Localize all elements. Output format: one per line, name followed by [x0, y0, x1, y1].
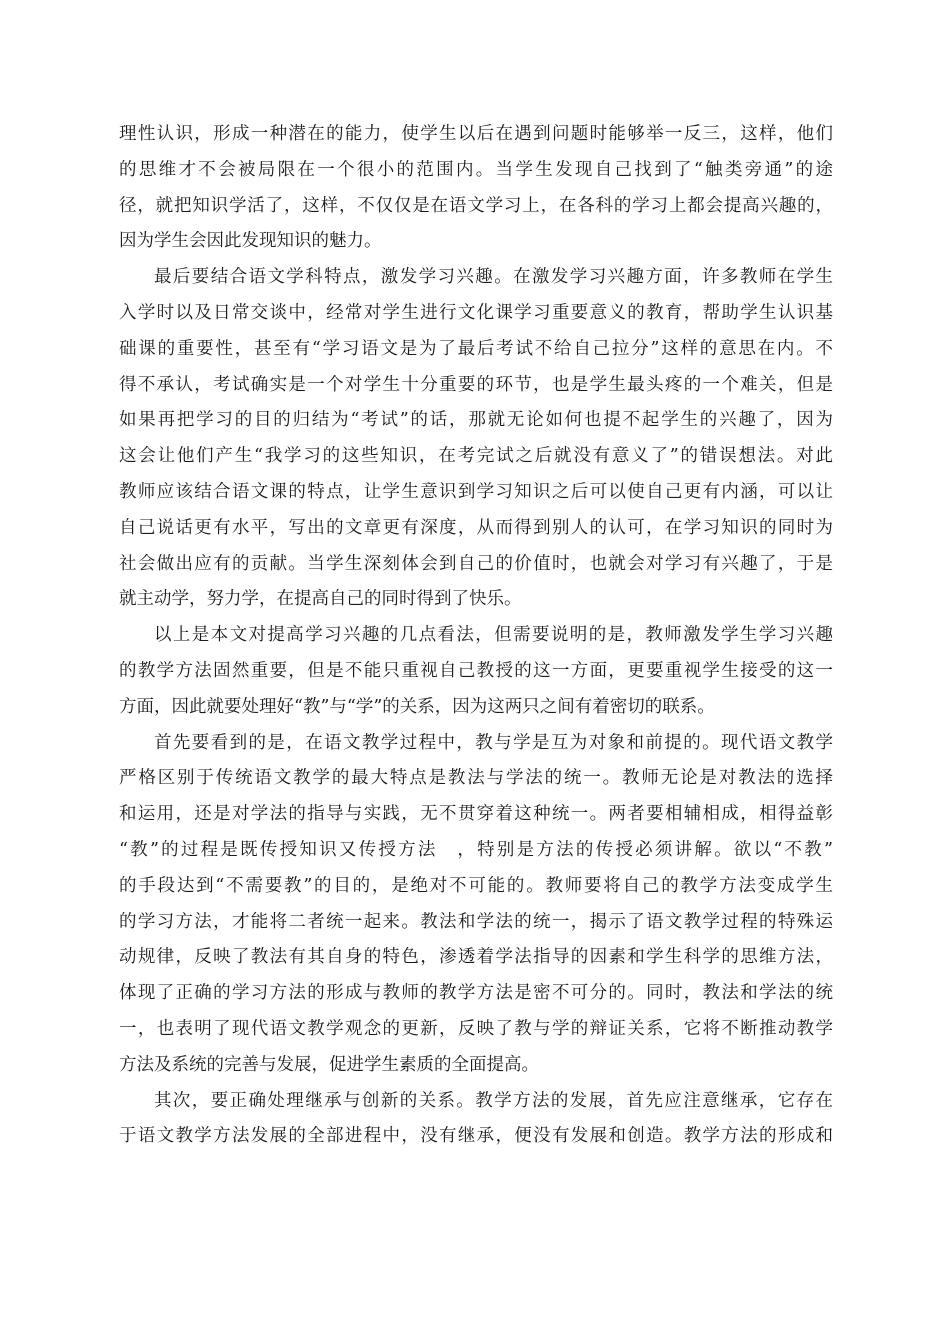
text-line: “教”的过程是既传授知识又传授方法 ，特别是方法的传授必须讲解。欲以“不教”	[119, 839, 833, 860]
text-line: 如果再把学习的目的归结为“考试”的话，那就无论如何也提不起学生的兴趣了，因为	[119, 410, 833, 431]
text-line: 严格区别于传统语文教学的最大特点是教法与学法的统一。教师无论是对教法的选择	[119, 768, 833, 789]
text-line: 一，也表明了现代语文教学观念的更新，反映了教与学的辩证关系，它将不断推动教学	[119, 1018, 833, 1039]
text-line: 以上是本文对提高学习兴趣的几点看法，但需要说明的是，教师激发学生学习兴趣	[154, 625, 833, 646]
text-line: 的手段达到“不需要教”的目的，是绝对不可能的。教师要将自己的教学方法变成学生	[119, 875, 833, 896]
text-line: 的思维才不会被局限在一个很小的范围内。当学生发现自己找到了“触类旁通”的途	[119, 159, 833, 180]
text-line: 动规律，反映了教法有其自身的特色，渗透着学法指导的因素和学生科学的思维方法，	[119, 947, 833, 968]
text-line: 得不承认，考试确实是一个对学生十分重要的环节，也是学生最头疼的一个难关，但是	[119, 374, 833, 395]
text-line: 的学习方法，才能将二者统一起来。教法和学法的统一，揭示了语文教学过程的特殊运	[119, 911, 833, 932]
text-line: 于语文教学方法发展的全部进程中，没有继承，便没有发展和创造。教学方法的形成和	[119, 1126, 833, 1147]
text-line: 就主动学，努力学，在提高自己的同时得到了快乐。	[119, 589, 522, 610]
text-line: 教师应该结合语文课的特点，让学生意识到学习知识之后可以使自己更有内涵，可以让	[119, 481, 833, 502]
text-line: 其次，要正确处理继承与创新的关系。教学方法的发展，首先应注意继承，它存在	[154, 1090, 833, 1111]
text-line: 础课的重要性，甚至有“学习语文是为了最后考试不给自己拉分”这样的意思在内。不	[119, 338, 833, 359]
text-line: 的教学方法固然重要，但是不能只重视自己教授的这一方面，更要重视学生接受的这一	[119, 660, 833, 681]
text-line: 最后要结合语文学科特点，激发学习兴趣。在激发学习兴趣方面，许多教师在学生	[154, 267, 833, 288]
text-line: 方面，因此就要处理好“教”与“学”的关系，因为这两只之间有着密切的联系。	[119, 696, 715, 717]
text-line: 因为学生会因此发现知识的魅力。	[119, 231, 382, 252]
text-line: 首先要看到的是，在语文教学过程中，教与学是互为对象和前提的。现代语文教学	[154, 732, 833, 753]
body-text	[119, 117, 833, 1155]
text-line: 方法及系统的完善与发展，促进学生素质的全面提高。	[119, 1054, 539, 1075]
text-line: 体现了正确的学习方法的形成与教师的教学方法是密不可分的。同时，教法和学法的统	[119, 983, 833, 1004]
text-line: 自己说话更有水平，写出的文章更有深度，从而得到别人的认可，在学习知识的同时为	[119, 517, 833, 538]
text-line: 社会做出应有的贡献。当学生深刻体会到自己的价值时，也就会对学习有兴趣了，于是	[119, 553, 833, 574]
text-line: 径，就把知识学活了，这样，不仅仅是在语文学习上，在各科的学习上都会提高兴趣的，	[119, 195, 833, 216]
text-line: 和运用，还是对学法的指导与实践，无不贯穿着这种统一。两者要相辅相成，相得益彰	[119, 804, 833, 825]
text-line: 这会让他们产生“我学习的这些知识，在考完试之后就没有意义了”的错误想法。对此	[119, 446, 833, 467]
text-line: 理性认识，形成一种潜在的能力，使学生以后在遇到问题时能够举一反三，这样，他们	[119, 124, 833, 144]
text-line: 入学时以及日常交谈中，经常对学生进行文化课学习重要意义的教育，帮助学生认识基	[119, 302, 833, 323]
